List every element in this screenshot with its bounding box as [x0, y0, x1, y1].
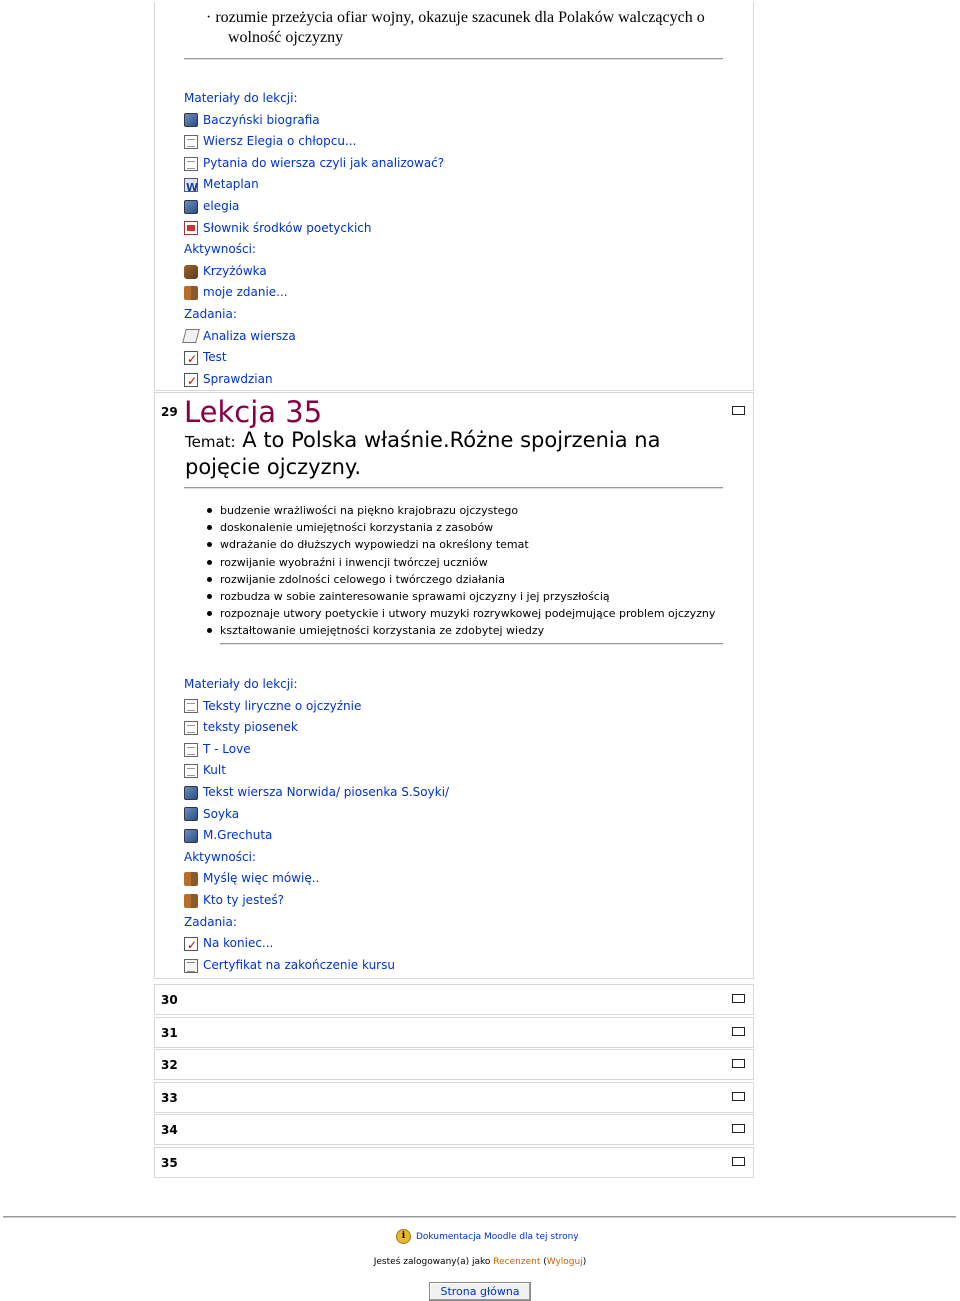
section-number: 35: [161, 1155, 178, 1170]
goal-item: budzenie wrażliwości na piękno krajobrazu ojczystego: [202, 502, 715, 519]
web-icon: [184, 200, 198, 214]
people-icon: [184, 894, 198, 908]
info-icon: i: [396, 1229, 411, 1244]
section-34: [154, 1114, 754, 1145]
resource-group-heading: Materiały do lekcji:: [184, 91, 298, 105]
section-number: 29: [161, 405, 178, 419]
highlight-checkbox[interactable]: [732, 1157, 745, 1166]
resource-link[interactable]: [184, 760, 226, 782]
resource-label: Wiersz Elegia o chłopcu...: [203, 134, 357, 149]
resource-label: Na koniec...: [203, 936, 274, 951]
resource-label: teksty piosenek: [203, 720, 298, 735]
page-icon: [184, 721, 198, 735]
people-icon: [184, 286, 198, 300]
page-icon: [184, 699, 198, 713]
login-info: Jesteś zalogowany(a) jako Recenzent (Wyloguj): [373, 1257, 587, 1267]
section-number: 34: [161, 1123, 178, 1137]
section-number: 33: [161, 1090, 178, 1105]
section-28-resources: [184, 88, 444, 390]
section-29-resources: [184, 674, 449, 976]
resource-item[interactable]: [184, 717, 449, 739]
resource-link[interactable]: [184, 153, 444, 175]
home-button[interactable]: Strona główna: [429, 1282, 531, 1301]
page-icon: [184, 743, 198, 757]
lesson-title: Lekcja 35: [184, 395, 323, 429]
resource-label: Soyka: [203, 806, 240, 821]
resource-label: Myślę więc mówię..: [203, 871, 320, 886]
resource-label: M.Grechuta: [203, 828, 273, 843]
resource-label: Test: [203, 350, 227, 365]
highlight-checkbox[interactable]: [732, 1124, 745, 1133]
moodle-docs-link[interactable]: i Dokumentacja Moodle dla tej strony: [396, 1229, 579, 1244]
resource-item[interactable]: [184, 326, 444, 348]
goal-item: wdrażanie do dłuższych wypowiedzi na określony temat: [202, 536, 715, 553]
section-30: [154, 984, 754, 1015]
resource-item[interactable]: [184, 955, 449, 977]
section-32: [154, 1049, 754, 1080]
resource-link[interactable]: [184, 261, 267, 283]
resource-link[interactable]: [184, 933, 273, 955]
resource-label: Teksty liryczne o ojczyźnie: [203, 698, 362, 713]
footer-divider: [3, 1216, 956, 1218]
highlight-checkbox[interactable]: [732, 1059, 745, 1068]
resource-item[interactable]: [184, 347, 444, 369]
resource-item[interactable]: [184, 131, 444, 153]
section-31: [154, 1017, 754, 1048]
section-33: [154, 1082, 754, 1113]
resource-link[interactable]: [184, 717, 298, 739]
resource-label: Kult: [203, 763, 226, 778]
resource-item[interactable]: [184, 696, 449, 718]
highlight-checkbox[interactable]: [732, 1092, 745, 1101]
resource-item[interactable]: [184, 890, 449, 912]
resource-item[interactable]: [184, 153, 444, 175]
page-icon: [184, 764, 198, 778]
resource-group-heading: Materiały do lekcji:: [184, 677, 298, 691]
objective-text: · rozumie przeżycia ofiar wojny, okazuje szacunek dla Polaków walczących o wolność ojczyzny: [206, 9, 705, 46]
resource-label: Słownik środków poetyckich: [203, 220, 372, 235]
resource-label: elegia: [203, 198, 240, 213]
check-icon: [184, 351, 198, 365]
resource-label: Sprawdzian: [203, 371, 273, 386]
resource-item[interactable]: [184, 174, 444, 196]
highlight-checkbox[interactable]: [732, 406, 745, 415]
resource-label: moje zdanie...: [203, 285, 288, 300]
resource-link[interactable]: [184, 174, 259, 196]
resource-link[interactable]: [184, 782, 449, 804]
page-icon: [184, 135, 198, 149]
resource-link[interactable]: [184, 825, 272, 847]
goal-item: doskonalenie umiejętności korzystania z zasobów: [202, 519, 715, 536]
goal-item: rozpoznaje utwory poetyckie i utwory muzyki rozrywkowej podejmujące problem ojczyzny: [202, 605, 715, 622]
resource-link[interactable]: [184, 282, 288, 304]
section-number: 32: [161, 1058, 178, 1072]
resource-item[interactable]: [184, 196, 444, 218]
resource-group-heading: Aktywności:: [184, 849, 256, 864]
resource-item[interactable]: [184, 782, 449, 804]
resource-item[interactable]: [184, 739, 449, 761]
resource-link[interactable]: [184, 739, 251, 761]
logout-link[interactable]: Wyloguj: [546, 1257, 583, 1267]
web-icon: [184, 113, 198, 127]
people-icon: [184, 872, 198, 886]
resource-link[interactable]: [184, 369, 273, 391]
resource-link[interactable]: [184, 218, 372, 240]
user-link[interactable]: Recenzent: [493, 1257, 541, 1267]
resource-item[interactable]: [184, 933, 449, 955]
resource-link[interactable]: [184, 955, 395, 977]
resource-label: Pytania do wiersza czyli jak analizować?: [203, 155, 445, 170]
resource-label: Certyfikat na zakończenie kursu: [203, 957, 395, 972]
resource-label: Analiza wiersza: [203, 328, 296, 343]
puzzle-icon: [184, 265, 198, 279]
resource-link[interactable]: [184, 110, 320, 132]
resource-label: Baczyński biografia: [203, 112, 320, 127]
goal-item: rozwijanie wyobraźni i inwencji twórczej uczniów: [202, 554, 715, 571]
resource-item[interactable]: [184, 110, 444, 132]
resource-label: Metaplan: [203, 177, 259, 192]
resource-link[interactable]: [184, 804, 239, 826]
resource-link[interactable]: [184, 696, 361, 718]
pdf-icon: [184, 221, 198, 235]
divider: [220, 643, 723, 645]
divider: [184, 487, 723, 489]
section-35: [154, 1147, 754, 1178]
check-icon: [184, 373, 198, 387]
resource-link[interactable]: [184, 890, 284, 912]
goal-item: kształtowanie umiejętności korzystania ze zdobytej wiedzy: [202, 622, 715, 639]
goal-item: rozbudza w sobie zainteresowanie sprawami ojczyzny i jej przyszłością: [202, 588, 715, 605]
goal-item: rozwijanie zdolności celowego i twórczego działania: [202, 571, 715, 588]
resource-link[interactable]: [184, 131, 356, 153]
section-number: 30: [161, 993, 178, 1007]
page-icon: [184, 157, 198, 171]
resource-item[interactable]: [184, 868, 449, 890]
resource-item[interactable]: [184, 804, 449, 826]
resource-link[interactable]: [184, 868, 319, 890]
resource-link[interactable]: [184, 326, 296, 348]
resource-item[interactable]: [184, 825, 449, 847]
section-number: 31: [161, 1025, 178, 1040]
resource-item[interactable]: [184, 760, 449, 782]
web-icon: [184, 829, 198, 843]
resource-link[interactable]: [184, 196, 239, 218]
resource-item[interactable]: [184, 282, 444, 304]
resource-item[interactable]: [184, 261, 444, 283]
lesson-topic: Temat: A to Polska właśnie.Różne spojrzenia na pojęcie ojczyzny.: [185, 428, 661, 479]
resource-label: Tekst wiersza Norwida/ piosenka S.Soyki/: [203, 784, 450, 799]
resource-group-heading: Zadania:: [184, 914, 237, 929]
check-icon: [184, 937, 198, 951]
resource-label: Krzyżówka: [203, 263, 267, 278]
highlight-checkbox[interactable]: [732, 994, 745, 1003]
resource-link[interactable]: [184, 347, 227, 369]
resource-label: T - Love: [203, 741, 251, 756]
web-icon: [184, 807, 198, 821]
lesson-goals: [202, 502, 715, 640]
resource-label: Kto ty jesteś?: [203, 892, 285, 907]
pen-icon: [182, 329, 200, 343]
divider: [184, 58, 723, 60]
resource-item[interactable]: [184, 218, 444, 240]
resource-group-heading: Zadania:: [184, 306, 237, 321]
highlight-checkbox[interactable]: [732, 1027, 745, 1036]
web-icon: [184, 786, 198, 800]
resource-group-heading: Aktywności:: [184, 242, 256, 257]
word-icon: [184, 178, 198, 192]
cert-icon: [184, 959, 198, 973]
resource-item[interactable]: [184, 369, 444, 391]
